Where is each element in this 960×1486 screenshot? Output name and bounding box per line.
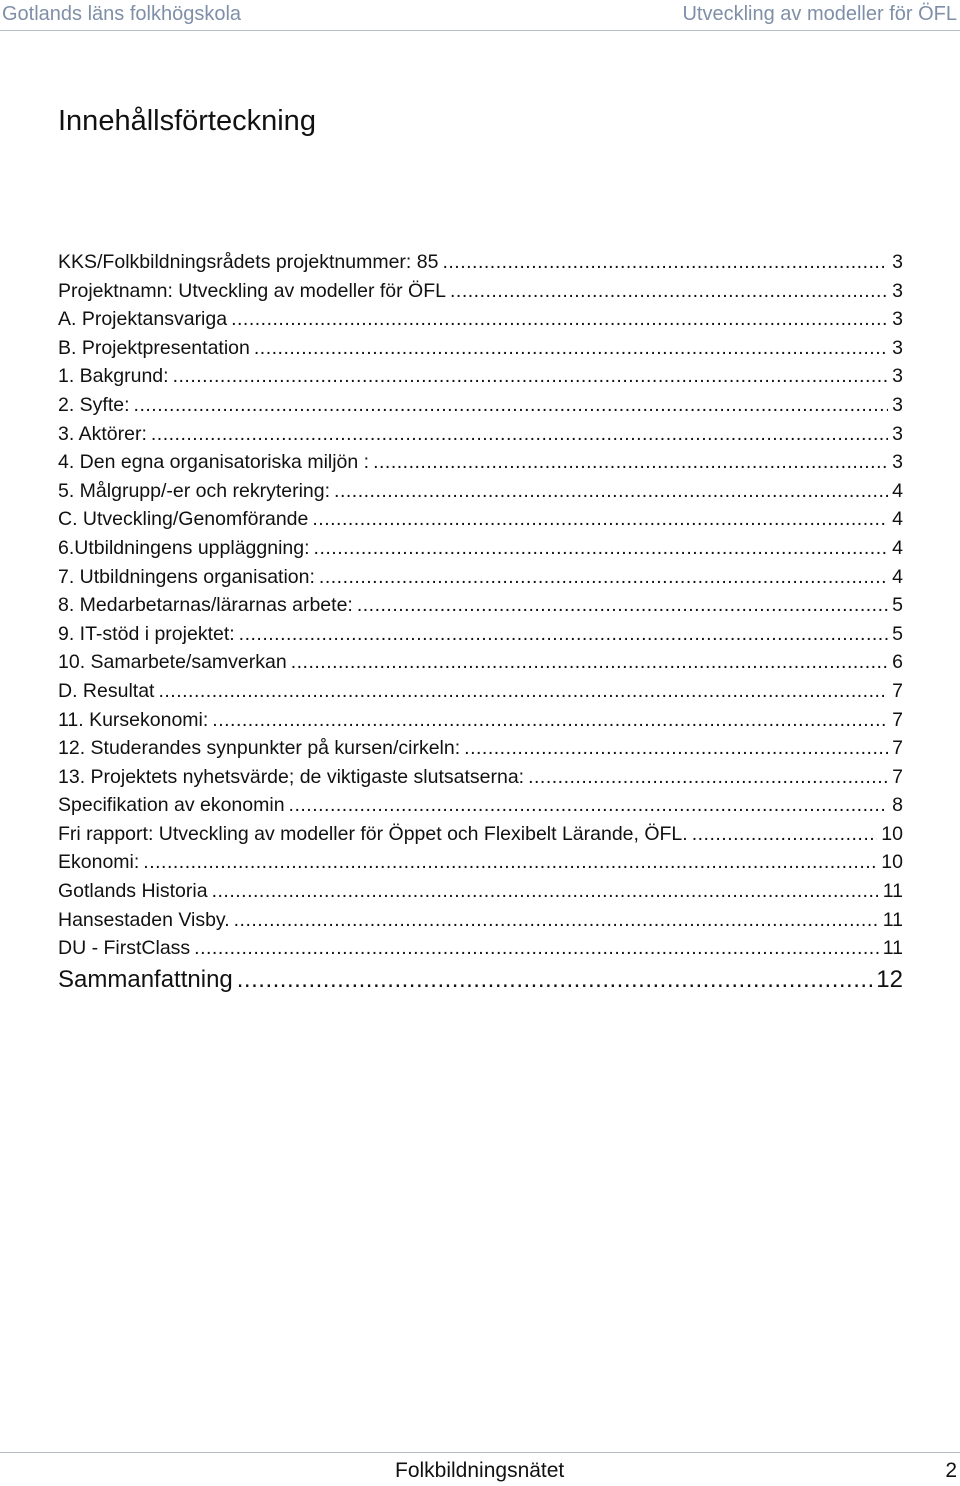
toc-entry-page: 7 [892,737,903,760]
header-project-title: Utveckling av modeller för ÖFL [682,3,957,25]
toc-entry[interactable] [58,534,903,563]
toc-entry-page: 11 [882,937,903,960]
toc-leader-dots [143,848,877,877]
toc-entry-title: 12. Studerandes synpunkter på kursen/cirkeln: [58,737,461,760]
toc-entry[interactable] [58,362,903,391]
table-of-contents [58,248,903,997]
toc-entry[interactable] [58,791,903,820]
toc-entry[interactable] [58,448,903,477]
toc-leader-dots [239,620,888,649]
toc-entry-page: 3 [892,251,903,273]
toc-entry[interactable] [58,305,903,334]
toc-entry[interactable] [58,848,903,877]
footer-site-name: Folkbildningsnätet [395,1459,565,1482]
toc-entry[interactable] [58,505,903,534]
toc-leader-dots [291,648,888,677]
toc-leader-dots [194,934,879,963]
toc-leader-dots [237,963,873,997]
toc-entry-page: 5 [892,622,903,645]
toc-entry[interactable] [58,877,903,906]
toc-entry-title: C. Utveckling/Genomförande [58,508,309,531]
toc-entry-page: 7 [892,708,903,731]
toc-entry[interactable] [58,334,903,363]
toc-leader-dots [212,706,888,735]
toc-entry-title: Projektnamn: Utveckling av modeller för ÖFL [58,279,446,302]
header-divider [0,30,960,31]
toc-entry-page: 7 [892,679,903,702]
toc-entry-title: 3. Aktörer: [58,422,147,445]
toc-leader-dots [373,448,888,477]
toc-entry-page: 7 [892,765,903,788]
toc-entry-title: Hansestaden Visby. [58,908,230,931]
page-header [0,0,960,30]
toc-leader-dots [173,362,889,391]
header-school-name: Gotlands läns folkhögskola [2,3,242,25]
toc-entry-page: 3 [892,422,903,445]
toc-entry-title: 10. Samarbete/samverkan [58,651,287,674]
toc-entry-title: D. Resultat [58,679,155,702]
toc-entry[interactable] [58,420,903,449]
toc-entry-page: 4 [892,508,903,531]
toc-entry-title: 5. Målgrupp/-er och rekrytering: [58,479,331,502]
toc-entry-title: 8. Medarbetarnas/lärarnas arbete: [58,594,353,617]
toc-entry[interactable] [58,620,903,649]
toc-leader-dots [151,420,888,449]
toc-leader-dots [692,820,878,849]
toc-leader-dots [334,477,888,506]
toc-leader-dots [319,563,888,592]
toc-leader-dots [234,906,879,935]
toc-entry-title: 1. Bakgrund: [58,365,169,388]
toc-heading: Innehållsförteckning [58,105,316,137]
toc-entry-page: 4 [892,479,903,502]
toc-entry[interactable] [58,277,903,306]
footer-page-number: 2 [945,1459,957,1482]
toc-entry-page: 3 [892,393,903,416]
toc-entry[interactable] [58,563,903,592]
toc-entry[interactable] [58,706,903,735]
toc-leader-dots [314,534,889,563]
toc-leader-dots [450,277,888,306]
toc-entry-page: 3 [892,279,903,302]
toc-leader-dots [134,391,889,420]
toc-leader-dots [254,334,888,363]
toc-leader-dots [357,591,888,620]
toc-entry-title: KKS/Folkbildningsrådets projektnummer: 85 [58,251,439,273]
toc-leader-dots [289,791,889,820]
toc-entry-title: 2. Syfte: [58,393,130,416]
toc-leader-dots [528,763,888,792]
toc-entry[interactable] [58,248,903,277]
toc-entry-level-1[interactable] [58,963,903,997]
toc-entry-title: B. Projektpresentation [58,336,250,359]
toc-entry-title: Fri rapport: Utveckling av modeller för Öppet och Flexibelt Lärande, ÖFL. [58,822,688,845]
footer-divider [0,1452,960,1453]
toc-entry-title: A. Projektansvariga [58,308,228,331]
toc-entry-page: 5 [892,594,903,617]
toc-entry[interactable] [58,906,903,935]
toc-entry-page: 3 [892,451,903,474]
toc-leader-dots [212,877,879,906]
toc-entry[interactable] [58,591,903,620]
toc-entry-page: 3 [892,336,903,359]
toc-entry[interactable] [58,391,903,420]
toc-entry-page: 11 [882,908,903,931]
toc-entry-title: Sammanfattning [58,965,233,993]
toc-entry-title: 6.Utbildningens uppläggning: [58,536,310,559]
toc-entry-page: 3 [892,365,903,388]
toc-entry-title: 11. Kursekonomi: [58,708,209,731]
toc-entry-page: 6 [892,651,903,674]
toc-entry-page: 10 [881,822,903,845]
toc-leader-dots [442,248,888,277]
toc-entry-title: 4. Den egna organisatoriska miljön : [58,451,370,474]
toc-leader-dots [231,305,888,334]
toc-entry-title: DU - FirstClass [58,937,191,960]
toc-entry-title: Ekonomi: [58,851,140,874]
toc-entry-page: 4 [892,536,903,559]
toc-entry-page: 3 [892,308,903,331]
toc-entry[interactable] [58,734,903,763]
toc-entry-title: Gotlands Historia [58,880,208,903]
toc-entry-title: 7. Utbildningens organisation: [58,565,315,588]
toc-entry-title: Specifikation av ekonomin [58,794,285,817]
toc-entry[interactable] [58,934,903,963]
toc-entry-title: 13. Projektets nyhetsvärde; de viktigaste slutsatserna: [58,765,525,788]
toc-entry-page: 10 [881,851,903,874]
toc-entry-page: 8 [892,794,903,817]
toc-entry[interactable] [58,648,903,677]
toc-entry[interactable] [58,820,903,849]
toc-entry-title: 9. IT-stöd i projektet: [58,622,235,645]
toc-entry[interactable] [58,677,903,706]
toc-entry[interactable] [58,763,903,792]
toc-leader-dots [158,677,888,706]
toc-entry-page: 12 [876,965,903,993]
toc-entry-page: 11 [882,880,903,903]
toc-entry-page: 4 [892,565,903,588]
toc-leader-dots [464,734,888,763]
toc-leader-dots [312,505,888,534]
toc-entry[interactable] [58,477,903,506]
